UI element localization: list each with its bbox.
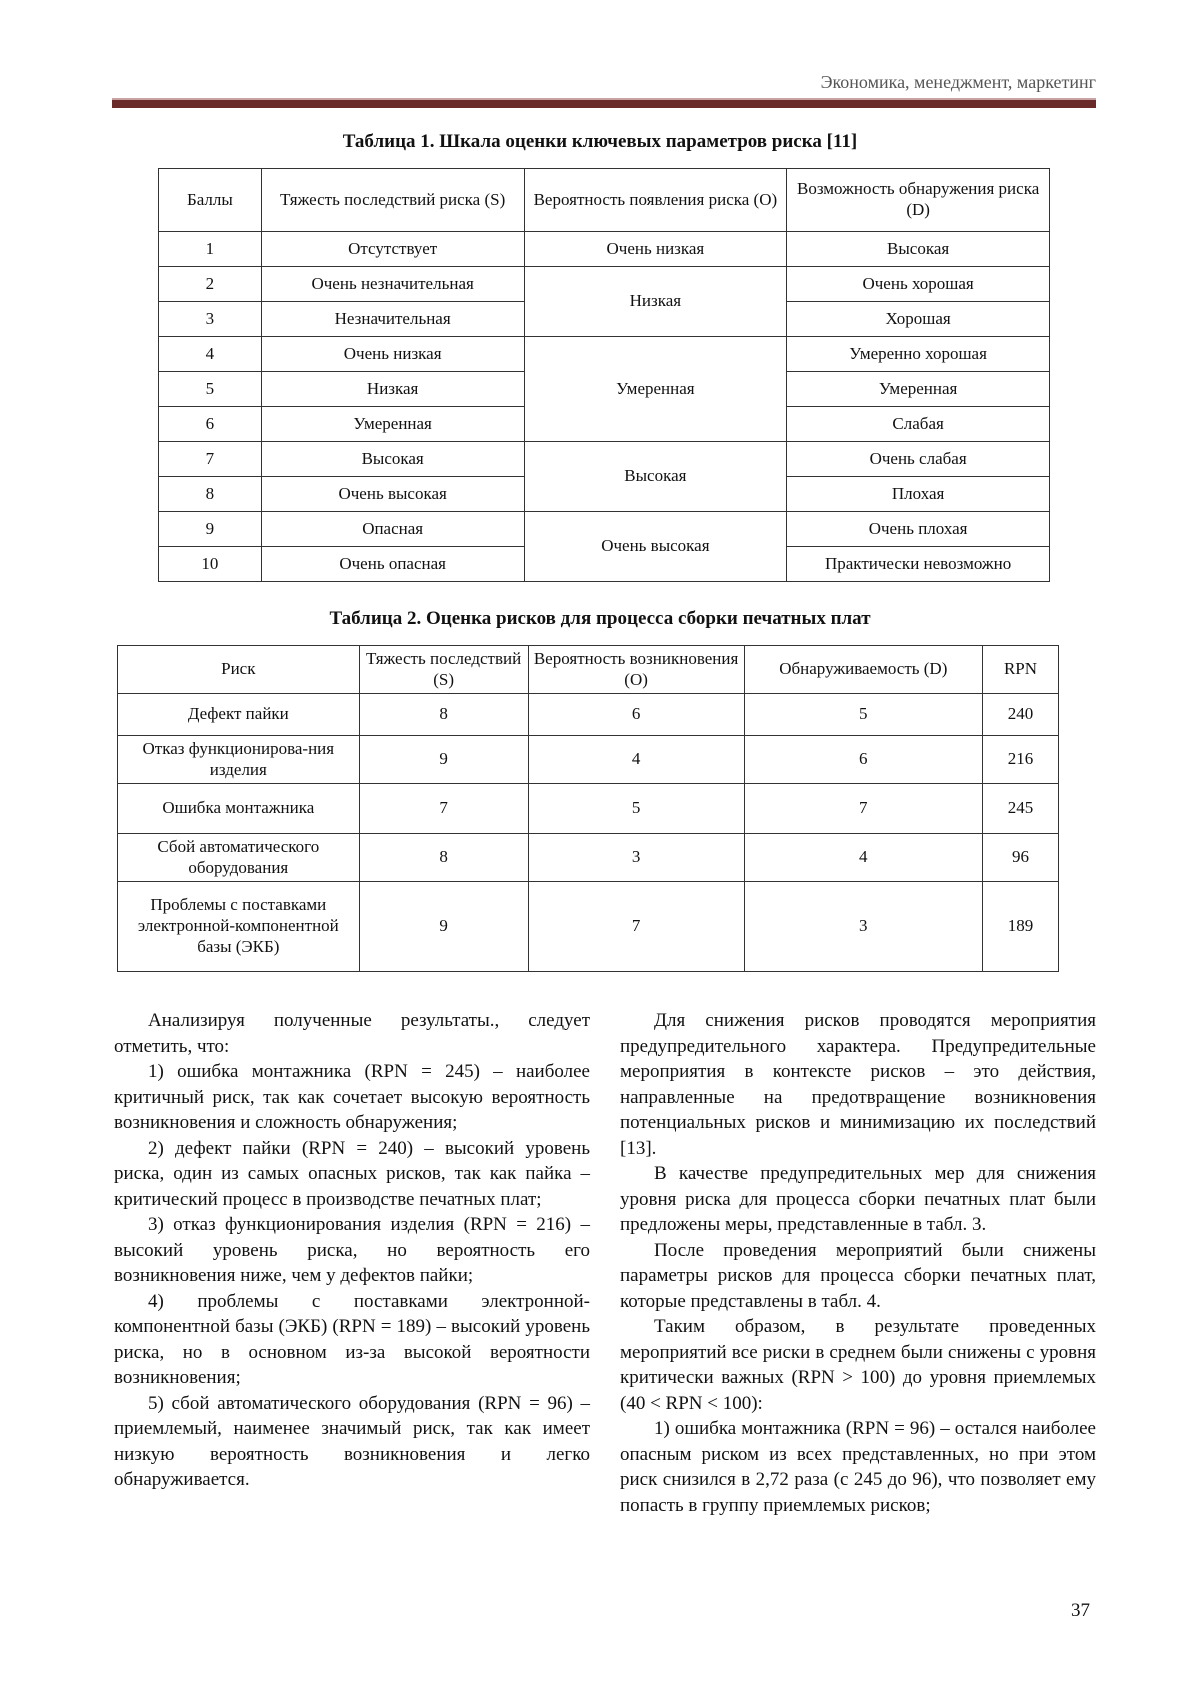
- paragraph: 3) отказ функционирования изделия (RPN = 216) – высокий уровень риска, но вероятность его возникновения ниже, чем у дефектов пайки;: [114, 1214, 590, 1286]
- cell: Практически невозможно: [787, 547, 1050, 582]
- table-row: [159, 267, 1050, 302]
- table-row: [159, 442, 1050, 477]
- paragraph: Для снижения рисков проводятся мероприятия предупредительного характера. Предупредительные мероприятия в контексте рисков – это действия, направленные на предотвращение возникновения потенциальных рисков и минимизацию их последствий [13].: [620, 1010, 1096, 1159]
- cell: 9: [359, 882, 528, 972]
- cell: 4: [159, 337, 262, 372]
- cell: 6: [528, 694, 744, 736]
- cell: 7: [159, 442, 262, 477]
- cell: Высокая: [261, 442, 524, 477]
- cell: Незначительная: [261, 302, 524, 337]
- cell: Очень опасная: [261, 547, 524, 582]
- paragraph: 1) ошибка монтажника (RPN = 245) – наиболее критичный риск, так как сочетает высокую вероятность возникновения и сложность обнаружения;: [114, 1061, 590, 1133]
- cell: 240: [982, 694, 1058, 736]
- cell: 96: [982, 834, 1058, 882]
- cell: 8: [159, 477, 262, 512]
- header-rule: [112, 98, 1096, 108]
- cell: 3: [528, 834, 744, 882]
- table-row: [159, 337, 1050, 372]
- cell: Очень незначительная: [261, 267, 524, 302]
- cell: 7: [528, 882, 744, 972]
- table-header: Вероятность возникновения (O): [528, 646, 744, 694]
- cell: Слабая: [787, 407, 1050, 442]
- cell: Очень высокая: [524, 512, 787, 582]
- cell: 5: [159, 372, 262, 407]
- cell: 2: [159, 267, 262, 302]
- cell: 216: [982, 736, 1058, 784]
- cell: 4: [528, 736, 744, 784]
- cell: 3: [744, 882, 982, 972]
- cell: Очень низкая: [524, 232, 787, 267]
- cell: Высокая: [524, 442, 787, 512]
- cell: 5: [744, 694, 982, 736]
- cell: 5: [528, 784, 744, 834]
- table-row: [159, 512, 1050, 547]
- cell: Проблемы с поставками электронной-компонентной базы (ЭКБ): [118, 882, 360, 972]
- cell: Дефект пайки: [118, 694, 360, 736]
- page-number: 37: [1071, 1600, 1090, 1621]
- paragraph: 1) ошибка монтажника (RPN = 96) – остался наиболее опасным риском из всех представленных, но при этом риск снизился в 2,72 раза (с 245 до 96), что позволяет ему попасть в группу приемлемых рисков;: [620, 1418, 1096, 1516]
- cell: 7: [359, 784, 528, 834]
- table-row: [118, 784, 1059, 834]
- cell: Опасная: [261, 512, 524, 547]
- table-row: [118, 882, 1059, 972]
- table-row: [118, 694, 1059, 736]
- body-left-column: [114, 1008, 590, 1493]
- table-row: [159, 232, 1050, 267]
- table-header: Тяжесть последствий риска (S): [261, 169, 524, 232]
- cell: 3: [159, 302, 262, 337]
- paragraph: Анализируя полученные результаты., следует отметить, что:: [114, 1010, 590, 1057]
- paragraph: 2) дефект пайки (RPN = 240) – высокий уровень риска, один из самых опасных рисков, так как пайка – критический процесс в производстве печатных плат;: [114, 1137, 590, 1210]
- cell: 1: [159, 232, 262, 267]
- table-row: [118, 834, 1059, 882]
- table2-caption: Таблица 2. Оценка рисков для процесса сборки печатных плат: [329, 608, 871, 629]
- cell: Плохая: [787, 477, 1050, 512]
- cell: Низкая: [524, 267, 787, 337]
- cell: 10: [159, 547, 262, 582]
- journal-section-header: Экономика, менеджмент, маркетинг: [820, 72, 1096, 92]
- cell: 8: [359, 834, 528, 882]
- cell: Отсутствует: [261, 232, 524, 267]
- cell: Очень низкая: [261, 337, 524, 372]
- cell: Очень слабая: [787, 442, 1050, 477]
- table-header: Вероятность появления риска (O): [524, 169, 787, 232]
- table-header: Риск: [118, 646, 360, 694]
- cell: Очень хорошая: [787, 267, 1050, 302]
- cell: Умеренная: [787, 372, 1050, 407]
- table1-caption: Таблица 1. Шкала оценки ключевых параметров риска [11]: [342, 131, 858, 152]
- cell: Хорошая: [787, 302, 1050, 337]
- cell: Ошибка монтажника: [118, 784, 360, 834]
- paragraph: 4) проблемы с поставками электронной-компонентной базы (ЭКБ) (RPN = 189) – высокий уровень риска, но в основном из-за высокой вероятности возникновения;: [114, 1290, 590, 1388]
- table-header: Тяжесть последствий (S): [359, 646, 528, 694]
- cell: Отказ функционирова-ния изделия: [118, 736, 360, 784]
- paragraph: Таким образом, в результате проведенных мероприятий все риски в среднем были снижены с уровня критически важных (RPN > 100) до уровня приемлемых (40 < RPN < 100):: [620, 1316, 1096, 1414]
- cell: 189: [982, 882, 1058, 972]
- table-header: Возможность обнаружения риска (D): [787, 169, 1050, 232]
- cell: 4: [744, 834, 982, 882]
- cell: Низкая: [261, 372, 524, 407]
- cell: 6: [159, 407, 262, 442]
- body-right-column: [620, 1008, 1096, 1518]
- paragraph: 5) сбой автоматического оборудования (RPN = 96) – приемлемый, наименее значимый риск, так как имеет низкую вероятность возникновения и легко обнаруживается.: [114, 1392, 590, 1490]
- cell: 9: [159, 512, 262, 547]
- cell: 7: [744, 784, 982, 834]
- cell: Высокая: [787, 232, 1050, 267]
- cell: Умеренно хорошая: [787, 337, 1050, 372]
- cell: Очень высокая: [261, 477, 524, 512]
- risk-assessment-table: [117, 645, 1059, 972]
- risk-scale-table: [158, 168, 1050, 582]
- paragraph: После проведения мероприятий были снижены параметры рисков для процесса сборки печатных плат, которые представлены в табл. 4.: [620, 1239, 1096, 1312]
- cell: 6: [744, 736, 982, 784]
- cell: Умеренная: [524, 337, 787, 442]
- cell: 8: [359, 694, 528, 736]
- table-header: Обнаруживаемость (D): [744, 646, 982, 694]
- paragraph: В качестве предупредительных мер для снижения уровня риска для процесса сборки печатных плат были предложены меры, представленные в табл. 3.: [620, 1163, 1096, 1235]
- cell: Сбой автоматического оборудования: [118, 834, 360, 882]
- table-header: Баллы: [159, 169, 262, 232]
- cell: 9: [359, 736, 528, 784]
- cell: 245: [982, 784, 1058, 834]
- cell: Умеренная: [261, 407, 524, 442]
- table-header: RPN: [982, 646, 1058, 694]
- table-row: [118, 736, 1059, 784]
- cell: Очень плохая: [787, 512, 1050, 547]
